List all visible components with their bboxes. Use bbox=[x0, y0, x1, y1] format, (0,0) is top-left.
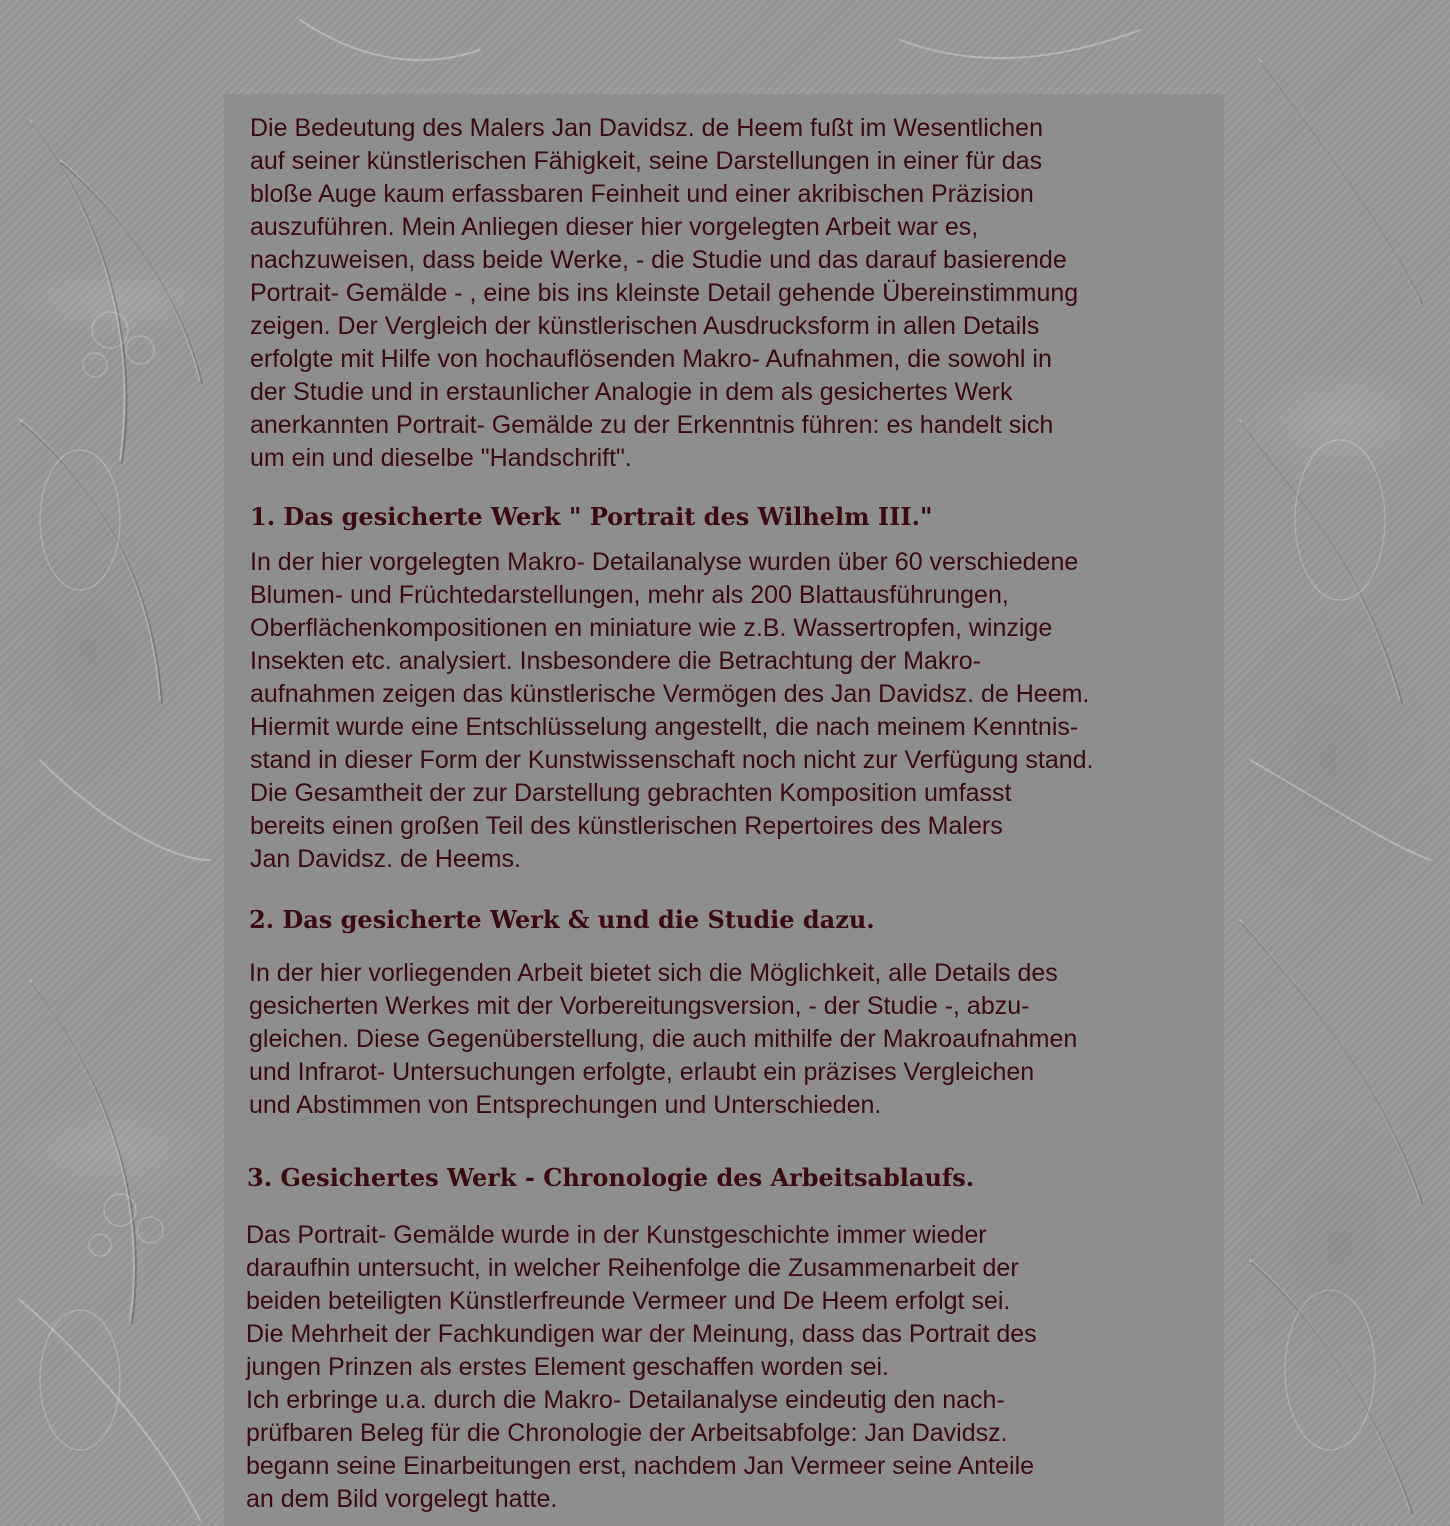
section-1-heading: 1. Das gesicherte Werk " Portrait des Wilhelm III." bbox=[250, 502, 933, 531]
section-3-heading: 3. Gesichertes Werk - Chronologie des Arbeitsablaufs. bbox=[247, 1163, 975, 1192]
section-1-paragraph: In der hier vorgelegten Makro- Detailanalyse wurden über 60 verschiedene Blumen- und Früchtedarstellungen, mehr als 200 Blattausführungen, Oberflächenkompositionen en miniature wie z.B. Wassertropfen, winzige Insekten etc. analysiert. Insbesondere die Betrachtung der Makro- aufnahmen zeigen das künstlerische Vermögen des Jan Davidsz. de Heem. Hiermit wurde eine Entschlüsselung angestellt, die nach meinem Kenntnis- stand in dieser Form der Kunstwissenschaft noch nicht zur Verfügung stand. Die Gesamtheit der zur Darstellung gebrachten Komposition umfasst bereits einen großen Teil des künstlerischen Repertoires des Malers Jan Davidsz. de Heems. bbox=[250, 548, 1094, 873]
intro-paragraph: Die Bedeutung des Malers Jan Davidsz. de Heem fußt im Wesentlichen auf seiner künstlerischen Fähigkeit, seine Darstellungen in einer für das bloße Auge kaum erfassbaren Feinheit und einer akribischen Präzision auszuführen. Mein Anliegen dieser hier vorgelegten Arbeit war es, nachzuweisen, dass beide Werke, - die Studie und das darauf basierende Portrait- Gemälde - , eine bis ins kleinste Detail gehende Übereinstimmung zeigen. Der Vergleich der künstlerischen Ausdrucksform in allen Details erfolgte mit Hilfe von hochauflösenden Makro- Aufnahmen, die sowohl in der Studie und in erstaunlicher Analogie in dem als gesichertes Werk anerkannten Portrait- Gemälde zu der Erkenntnis führen: es handelt sich um ein und dieselbe "Handschrift". bbox=[250, 114, 1079, 472]
section-2-heading: 2. Das gesicherte Werk & und die Studie dazu. bbox=[249, 905, 875, 934]
section-3-paragraph: Das Portrait- Gemälde wurde in der Kunstgeschichte immer wieder daraufhin untersucht, in welcher Reihenfolge die Zusammenarbeit der beiden beteiligten Künstlerfreunde Vermeer und De Heem erfolgt sei. Die Mehrheit der Fachkundigen war der Meinung, dass das Portrait des jungen Prinzen als erstes Element geschaffen worden sei. Ich erbringe u.a. durch die Makro- Detailanalyse eindeutig den nach- prüfbaren Beleg für die Chronologie der Arbeitsabfolge: Jan Davidsz. begann seine Einarbeitungen erst, nachdem Jan Vermeer seine Anteile an dem Bild vorgelegt hatte. bbox=[246, 1221, 1037, 1513]
section-2-paragraph: In der hier vorliegenden Arbeit bietet sich die Möglichkeit, alle Details des gesicherten Werkes mit der Vorbereitungsversion, - der Studie -, abzu- gleichen. Diese Gegenüberstellung, die auch mithilfe der Makroaufnahmen und Infrarot- Untersuchungen erfolgte, erlaubt ein präzises Vergleichen und Abstimmen von Entsprechungen und Unterschieden. bbox=[249, 959, 1078, 1119]
